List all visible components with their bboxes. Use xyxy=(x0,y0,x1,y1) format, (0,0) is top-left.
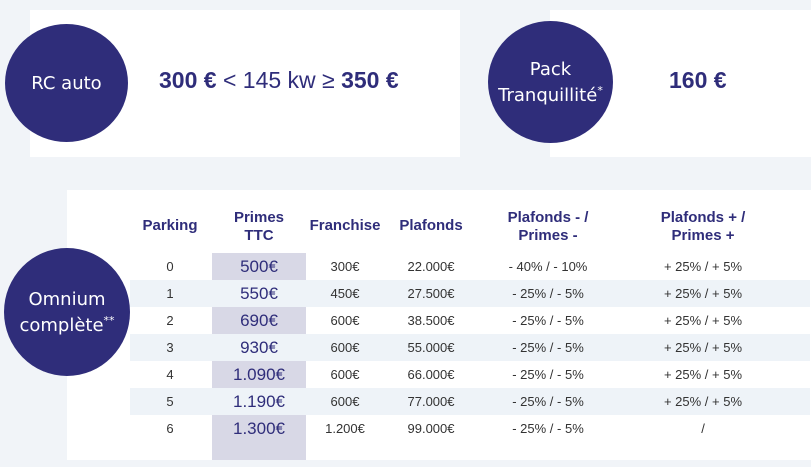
cell-franchise: 600€ xyxy=(330,367,360,382)
cell-franchise: 1.200€ xyxy=(325,421,365,436)
cell-prime: 1.190€ xyxy=(233,392,285,411)
cell-plafonds: 38.500€ xyxy=(407,313,455,328)
header-text: TTC xyxy=(244,227,274,244)
cell-parking: 1 xyxy=(166,286,174,301)
pack-label-line1: Pack xyxy=(529,58,572,80)
rc-auto-label: RC auto xyxy=(31,72,102,94)
cell-minus: - 25% / - 5% xyxy=(512,421,584,436)
cell-plafonds: 27.500€ xyxy=(407,286,455,301)
cell-plafonds: 77.000€ xyxy=(407,394,455,409)
header-text: Primes + xyxy=(671,227,735,244)
cell-parking: 5 xyxy=(166,394,174,409)
cell-plafonds: 66.000€ xyxy=(407,367,455,382)
cell-plafonds: 55.000€ xyxy=(407,340,455,355)
pack-price-value: 160 € xyxy=(669,67,727,93)
cell-parking: 3 xyxy=(166,340,174,355)
cell-minus: - 25% / - 5% xyxy=(512,313,584,328)
omnium-badge xyxy=(4,248,130,376)
header-text: Plafonds xyxy=(399,217,463,234)
cell-plafonds: 99.000€ xyxy=(407,421,455,436)
cell-prime: 690€ xyxy=(240,311,278,330)
rc-auto-price xyxy=(159,67,399,94)
rc-price-low: 300 € xyxy=(159,67,217,93)
pack-badge xyxy=(488,21,613,143)
omnium-table xyxy=(130,253,810,442)
header-primes xyxy=(212,209,306,245)
header-plafonds-minus xyxy=(492,209,604,245)
cell-plus: + 25% / + 5% xyxy=(663,394,743,409)
table-row xyxy=(130,334,810,361)
header-text: Plafonds - / xyxy=(507,209,589,226)
cell-plafonds: 22.000€ xyxy=(407,259,455,274)
pack-price xyxy=(669,67,727,94)
omnium-label-line1: Omnium xyxy=(28,288,106,310)
cell-parking: 6 xyxy=(166,421,174,436)
rc-auto-badge xyxy=(5,24,128,142)
rc-kw-condition: < 145 kw ≥ xyxy=(216,67,342,93)
cell-prime: 550€ xyxy=(240,284,278,303)
cell-minus: - 40% / - 10% xyxy=(508,259,588,274)
cell-minus: - 25% / - 5% xyxy=(512,340,584,355)
header-text: Parking xyxy=(142,217,198,234)
header-parking xyxy=(135,217,205,235)
header-franchise xyxy=(305,217,385,235)
cell-plus: + 25% / + 5% xyxy=(663,367,743,382)
cell-plus: + 25% / + 5% xyxy=(663,259,743,274)
cell-parking: 4 xyxy=(166,367,174,382)
cell-plus: + 25% / + 5% xyxy=(663,313,743,328)
pack-star: * xyxy=(597,83,603,97)
header-plafonds-plus xyxy=(645,209,761,245)
cell-franchise: 600€ xyxy=(330,394,360,409)
cell-plus: / xyxy=(701,421,705,436)
pack-label-line2: Tranquillité xyxy=(498,84,598,106)
cell-parking: 0 xyxy=(166,259,174,274)
cell-minus: - 25% / - 5% xyxy=(512,394,584,409)
table-row xyxy=(130,361,810,388)
omnium-label-line2: complète xyxy=(19,314,104,336)
cell-franchise: 600€ xyxy=(330,313,360,328)
table-row xyxy=(130,388,810,415)
cell-prime: 500€ xyxy=(240,257,278,276)
table-row xyxy=(130,307,810,334)
header-text: Franchise xyxy=(309,217,381,234)
cell-plus: + 25% / + 5% xyxy=(663,340,743,355)
table-row xyxy=(130,280,810,307)
header-text: Primes xyxy=(233,209,285,226)
header-text: Primes - xyxy=(518,227,578,244)
cell-parking: 2 xyxy=(166,313,174,328)
cell-franchise: 450€ xyxy=(330,286,360,301)
header-plafonds xyxy=(392,217,470,235)
cell-franchise: 300€ xyxy=(330,259,360,274)
cell-prime: 1.300€ xyxy=(233,419,285,438)
cell-minus: - 25% / - 5% xyxy=(512,286,584,301)
cell-prime: 930€ xyxy=(240,338,278,357)
table-row xyxy=(130,253,810,280)
cell-plus: + 25% / + 5% xyxy=(663,286,743,301)
rc-price-high: 350 € xyxy=(341,67,399,93)
cell-franchise: 600€ xyxy=(330,340,360,355)
cell-prime: 1.090€ xyxy=(233,365,285,384)
header-text: Plafonds + / xyxy=(660,209,746,226)
omnium-star: ** xyxy=(103,313,115,327)
table-row xyxy=(130,415,810,442)
cell-minus: - 25% / - 5% xyxy=(512,367,584,382)
